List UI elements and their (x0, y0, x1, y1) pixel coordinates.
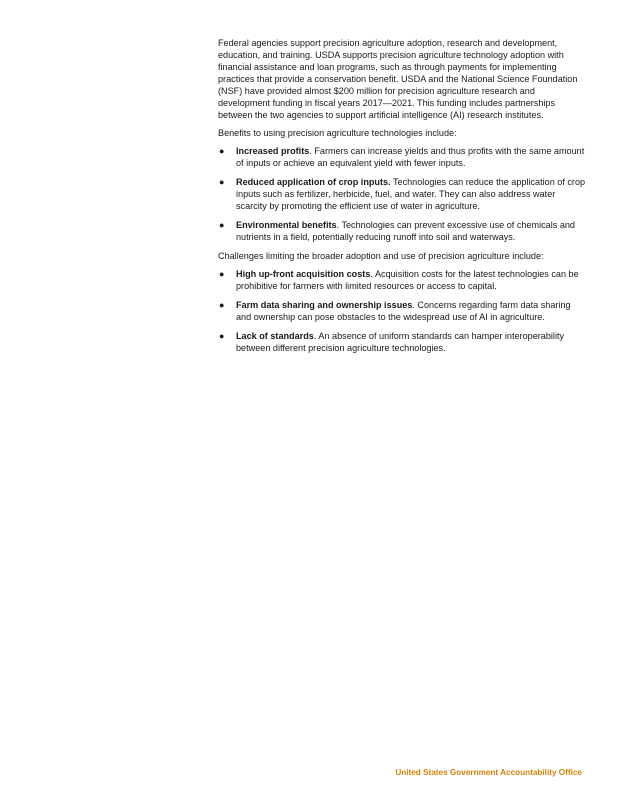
list-item (218, 176, 588, 212)
list-item (218, 219, 588, 243)
bullet-title: High up-front acquisition costs (236, 269, 371, 279)
footer-agency-name: United States Government Accountability Office (395, 768, 582, 777)
list-item (218, 330, 588, 354)
challenges-list (218, 268, 588, 354)
bullet-title: Reduced application of crop inputs. (236, 177, 391, 187)
bullet-title: Lack of standards (236, 331, 314, 341)
bullet-text: . Concerns regarding farm data sharing and ownership can pose obstacles to the widespread use of AI in agriculture. (236, 300, 571, 322)
challenges-heading: Challenges limiting the broader adoption and use of precision agriculture include: (218, 251, 544, 261)
list-item (218, 299, 588, 323)
bullet-icon: ● (219, 269, 225, 279)
bullet-text: . Acquisition costs for the latest technologies can be prohibitive for farmers with limited resources or access to capital. (236, 269, 579, 291)
bullet-title: Increased profits (236, 146, 310, 156)
bullet-text: Technologies can reduce the application of crop inputs such as fertilizer, herbicide, fuel, and water. They can also address water scarcity by promoting the efficient use of water in agriculture. (236, 177, 586, 211)
list-item (218, 145, 588, 169)
bullet-text: . Technologies can prevent excessive use of chemicals and nutrients in a field, potentially reducing runoff into soil and waterways. (236, 220, 575, 242)
bullet-text: . An absence of uniform standards can hamper interoperability between different precision agriculture technologies. (236, 331, 565, 353)
bullet-icon: ● (219, 331, 225, 341)
document-body (218, 37, 588, 361)
bullet-icon: ● (219, 177, 225, 187)
benefits-heading: Benefits to using precision agriculture technologies include: (218, 128, 457, 138)
bullet-title: Farm data sharing and ownership issues (236, 300, 413, 310)
intro-paragraph: Federal agencies support precision agriculture adoption, research and development, education, and training. USDA supports precision agriculture technology adoption with financial assistance and loan programs, such as through payments for implementing practices that provide a conservation benefit. USDA and the National Science Foundation (NSF) have provided almost $200 million for precision agriculture research and development funding in fiscal years 2017—2021. This funding includes partnerships between the two agencies to support artificial intelligence (AI) research institutes. (218, 38, 578, 120)
bullet-icon: ● (219, 300, 225, 310)
benefits-list (218, 145, 588, 243)
bullet-icon: ● (219, 146, 225, 156)
bullet-title: Environmental benefits (236, 220, 337, 230)
bullet-text: . Farmers can increase yields and thus profits with the same amount of inputs or achieve an equivalent yield with fewer inputs. (236, 146, 585, 168)
bullet-icon: ● (219, 220, 225, 230)
list-item (218, 268, 588, 292)
